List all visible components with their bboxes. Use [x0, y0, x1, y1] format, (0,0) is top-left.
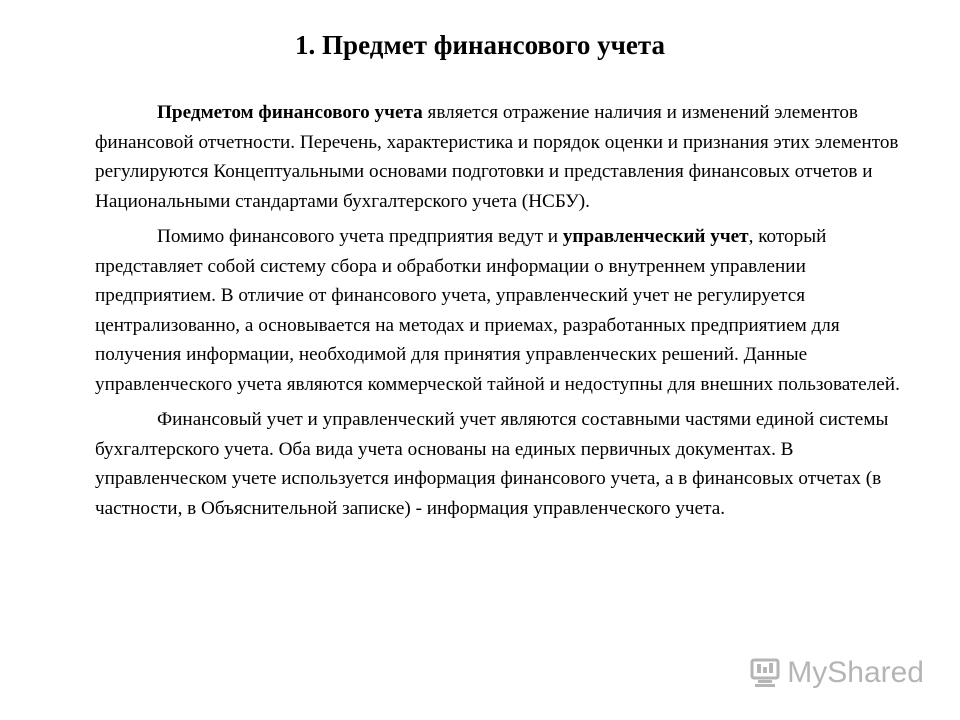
myshared-logo-icon: [749, 658, 781, 688]
paragraph-3: [95, 405, 907, 523]
paragraph-2-post: , который представляет собой систему сбора и обработки информации о внутреннем управлении предприятием. В отличие от финансового учета, управленческий учет не регулируется централизованно, а основывается на методах и приемах, разработанных предприятием для получения информации, необходимой для принятия управленческих решений. Данные управленческого учета являются коммерческой тайной и недоступны для внешних пользователей.: [95, 226, 900, 395]
paragraph-3-text: Финансовый учет и управленческий учет являются составными частями единой системы бухгалтерского учета. Оба вида учета основаны на единых первичных документах. В управленческом учете используется информация финансового учета, а в финансовых отчетах (в частности, в Объяснительной записке) - информация управленческого учета.: [95, 409, 889, 519]
term-financial-accounting-subject: Предметом финансового учета: [157, 102, 423, 123]
paragraph-2: [95, 222, 907, 399]
page-title: 1. Предмет финансового учета: [295, 30, 665, 60]
term-management-accounting: управленческий учет: [562, 226, 749, 247]
paragraph-1-text: является отражение наличия и изменений элементов финансовой отчетности. Перечень, характеристика и порядок оценки и признания этих элементов регулируются Концептуальными основами подготовки и представления финансовых отчетов и Национальными стандартами бухгалтерского учета (НСБУ).: [95, 102, 899, 212]
paragraph-1: [95, 98, 907, 216]
paragraph-2-pre: Помимо финансового учета предприятия ведут и: [157, 226, 563, 247]
myshared-watermark: [749, 656, 924, 690]
slide-body: [95, 98, 907, 529]
watermark-text: MyShared: [787, 656, 924, 689]
